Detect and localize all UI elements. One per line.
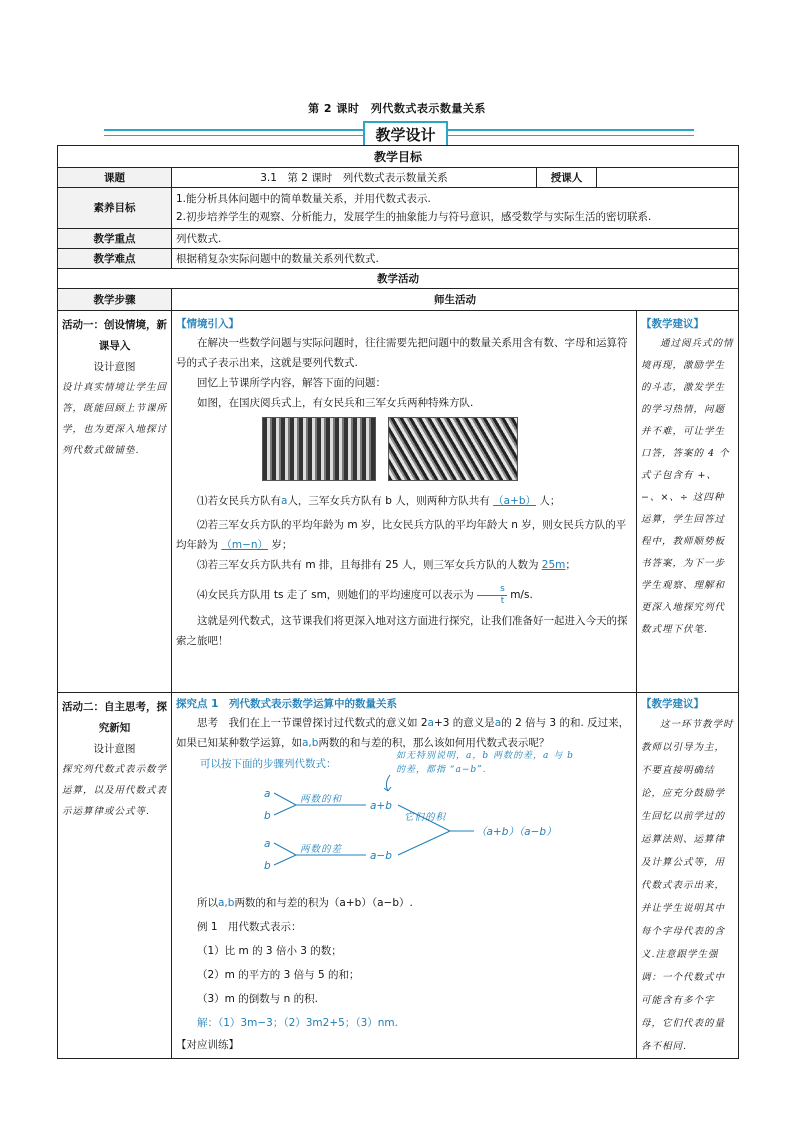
literacy-goals [172, 188, 739, 229]
banner-title: 教学设计 [363, 121, 448, 149]
topic-value: 3.1 第 2 课时 列代数式表示数量关系 [172, 168, 537, 188]
activity2-steps [58, 693, 172, 1059]
think-paragraph: 思考 我们在上一节课曾探讨过代数式的意义如 2a+3 的意义是a的 2 倍与 3 的和. 反过来，如果已知某种数学运算，如a,b两数的和与差的积，那么该如何用代数式表示呢？ [176, 717, 630, 749]
steps-diagram [176, 753, 632, 889]
female-militia-photo [262, 417, 376, 481]
example-item-3: （3）m 的倒数与 n 的积. [197, 993, 318, 1005]
diff-label: 两数的差 [300, 844, 343, 855]
parade-paragraph: 如图，在国庆阅兵式上，有女民兵和三军女兵两种特殊方队. [197, 397, 474, 409]
question-4: ⑷女民兵方队用 ts 走了 sm，则她们的平均速度可以表示为 $\frac{s}{t}$ m/s. [197, 583, 533, 606]
explore-tag: 探究点 1 列代数式表示数学运算中的数量关系 [176, 698, 397, 710]
answer-2: （m−n） [221, 539, 269, 551]
example-item-2: （2）m 的平方的 3 倍与 5 的和； [197, 969, 360, 981]
question-1: ⑴若女民兵方队有a人，三军女兵方队有 b 人，则两种方队共有 （a+b） 人； [197, 495, 561, 507]
advice-text: 通过阅兵式的情境再现，激励学生的斗志，激发学生的学习热情，问题并不难，可让学生口答，答案的 4 个式子包含有 +、−、×、÷ 这四种运算，学生回答过程中，教师顺势板书答案，为下一步学生观察、理解和更深入地探究列代数式埋下伏笔. [641, 338, 734, 635]
sum-label: 两数的和 [300, 794, 343, 805]
literacy-item: 1.能分析具体问题中的简单数量关系，并用代数式表示. [176, 193, 431, 205]
activity2-content [172, 693, 637, 1059]
advice-tag: 【教学建议】 [641, 318, 704, 330]
activity1-title: 活动一：创设情境，新课导入 [62, 319, 167, 352]
diff-line-a [274, 843, 296, 855]
difficulty-label: 教学难点 [58, 249, 172, 269]
answer-4-fraction: $\frac{s}{t}$ [477, 584, 507, 607]
intro-tag: 【情境引入】 [176, 318, 239, 330]
diff-expr: a−b [370, 850, 392, 862]
var-b-2: b [264, 860, 271, 872]
literacy-item: 2.初步培养学生的观察、分析能力，发展学生的抽象能力与符号意识，感受数学与实际生活的密切联系. [176, 211, 652, 223]
activity1-intent-text: 设计真实情境让学生回答，既能回顾上节课所学，也为更深入地探讨列代数式做铺垫. [62, 382, 168, 456]
product-label: 它们的积 [404, 812, 447, 823]
question-2: ⑵若三军女兵方队的平均年龄为 m 岁，比女民兵方队的平均年龄大 n 岁，则女民兵方队的平均年龄为 （m−n） 岁； [176, 519, 627, 551]
lesson-plan-table [57, 145, 739, 1059]
intro-paragraph: 在解决一些数学问题与实际问题时，往往需要先把问题中的数量关系用含有数、字母和运算符号的式子表示出来，这就是要列代数式. [176, 337, 628, 369]
sum-line-a [274, 793, 296, 805]
teacher-column-header: 师生活动 [172, 289, 739, 311]
sum-line-b [274, 805, 296, 815]
activity2-title: 活动二：自主思考，探究新知 [62, 701, 167, 734]
activity1-advice [637, 311, 739, 693]
key-value: 列代数式. [172, 229, 739, 249]
activity-section-title: 教学活动 [58, 269, 739, 289]
answer-3: 25m [541, 559, 566, 571]
diff-line-b [274, 855, 296, 865]
activity1-content [172, 311, 637, 693]
lesson-title: 第 2 课时 列代数式表示数量关系 [308, 102, 486, 115]
product-line-diff [398, 831, 450, 855]
steps-column-header: 教学步骤 [58, 289, 172, 311]
photos-row [176, 413, 632, 483]
example-item-1: （1）比 m 的 3 倍小 3 的数； [197, 945, 342, 957]
var-b-1: b [264, 810, 271, 822]
answer-1: （a+b） [493, 495, 537, 507]
practice-tag: 【对应训练】 [176, 1039, 239, 1051]
difficulty-value: 根据稍复杂实际问题中的数量关系列代数式. [172, 249, 739, 269]
teacher-value [597, 168, 739, 188]
steps-diagram-lines [176, 753, 596, 889]
note-text: 如无特别说明，a，b 两数的差，a 与 b 的差，都指 “a−b”. [396, 751, 574, 775]
steps-intro: 可以按下面的步骤列代数式： [200, 758, 337, 770]
activity1-intent-label: 设计意图 [93, 361, 136, 373]
teacher-label: 授课人 [537, 168, 597, 188]
recall-paragraph: 回忆上节课所学内容，解答下面的问题： [197, 377, 386, 389]
key-label: 教学重点 [58, 229, 172, 249]
product-expr: （a+b）（a−b） [476, 826, 557, 838]
var-a-2: a [264, 838, 271, 850]
solution: 解：（1）3m−3；（2）3m2+5；（3）nm. [197, 1017, 398, 1029]
topic-label: 课题 [58, 168, 172, 188]
advice-tag: 【教学建议】 [641, 698, 704, 710]
question-3: ⑶若三军女兵方队共有 m 排，且每排有 25 人，则三军女兵方队的人数为 25m； [197, 559, 576, 571]
example-title: 例 1 用代数式表示： [197, 921, 302, 933]
female-soldiers-photo [388, 417, 518, 481]
activity2-intent-text: 探究列代数式表示数学运算，以及用代数式表示运算律或公式等. [62, 764, 168, 817]
activity2-advice [637, 693, 739, 1059]
result-paragraph: 所以a,b两数的和与差的积为（a+b）（a−b）. [197, 897, 413, 909]
sum-expr: a+b [370, 800, 392, 812]
activity1-steps [58, 311, 172, 693]
activity2-intent-label: 设计意图 [93, 743, 136, 755]
literacy-label: 素养目标 [58, 188, 172, 229]
closing-paragraph: 这就是列代数式，这节课我们将更深入地对这方面进行探究，让我们准备好一起进入今天的探索之旅吧！ [176, 615, 628, 647]
var-a-1: a [264, 788, 271, 800]
goals-section-title: 教学目标 [58, 146, 739, 168]
advice-text: 这一环节教学时教师以引导为主，不要直接明确结论，应充分鼓励学生回忆以前学过的运算法则、运算律及计算公式等，用代数式表示出来，并让学生说明其中每个字母代表的含义.注意跟学生强调：一个代数式中可能含有多个字母，它们代表的量各不相同. [641, 719, 734, 1052]
